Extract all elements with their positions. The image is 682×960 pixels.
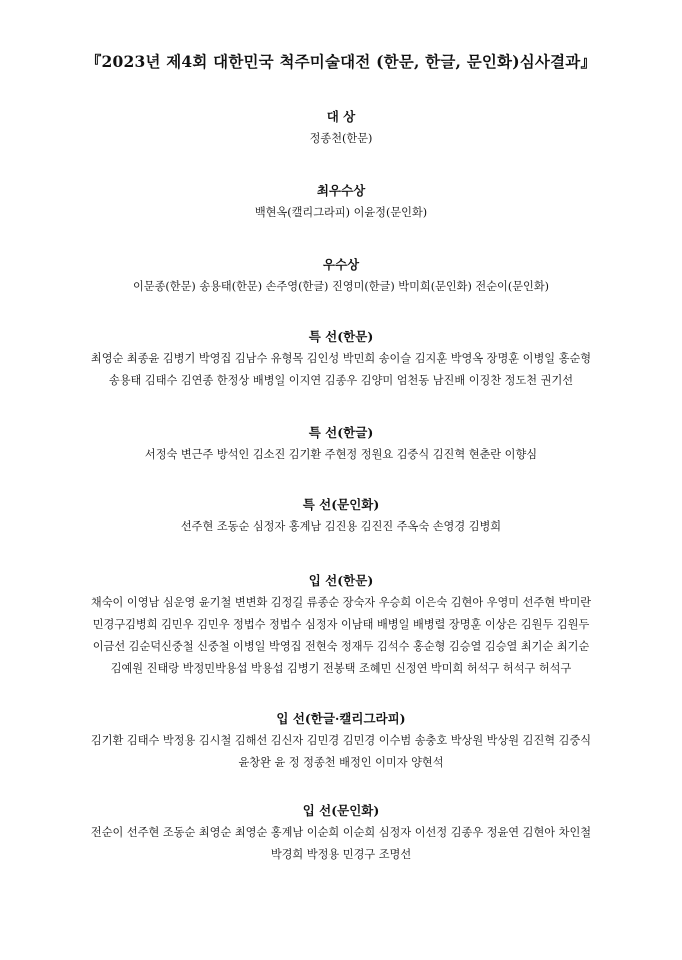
section-title: 특 선(한문) — [308, 329, 374, 344]
winner-line: 민경구김병희 김민우 김민우 정법수 정법수 심정자 이남태 배병일 배병렬 장명훈 이상은 김원두 김원두 — [92, 618, 590, 631]
winner-line: 백현옥(캘리그라피) 이윤정(문인화) — [254, 206, 428, 219]
section-special-munin — [0, 496, 682, 538]
section-excellence — [0, 256, 682, 298]
section-selected-hangeul-calligraphy — [0, 710, 682, 774]
section-body — [0, 276, 682, 298]
section-body — [0, 822, 682, 866]
winner-line: 김기환 김태수 박정용 김시철 김해선 김신자 김민경 김민경 이수범 송충호 박상원 박상원 김진혁 김중식 — [90, 734, 592, 747]
section-special-hanmun — [0, 328, 682, 392]
section-body — [0, 592, 682, 680]
winner-line: 이금선 김순덕신중철 신중철 이병일 박영집 전현숙 정재두 김석수 홍순형 김승열 김승열 최기순 최기순 — [92, 640, 590, 653]
winner-line: 송용태 김태수 김연종 한정상 배병일 이지연 김종우 김양미 엄천동 남진배 이징찬 정도천 권기선 — [108, 374, 574, 387]
section-top-excellence — [0, 182, 682, 224]
winner-line: 박경희 박정용 민경구 조명선 — [270, 848, 412, 861]
winner-line: 전순이 선주현 조동순 최영순 최영순 홍계남 이순희 이순희 심정자 이선정 김종우 정윤연 김현아 차인철 — [90, 826, 592, 839]
winner-line: 채숙이 이영남 심운영 윤기철 변변화 김정길 류종순 장숙자 우승희 이은숙 김현아 우영미 선주현 박미란 — [90, 596, 592, 609]
section-body — [0, 202, 682, 224]
section-special-hangeul — [0, 424, 682, 466]
winner-line: 정종천(한문) — [309, 132, 373, 145]
winner-line: 선주현 조동순 심정자 홍계남 김진용 김진진 주옥숙 손영경 김병희 — [180, 520, 502, 533]
section-title: 특 선(한글) — [308, 425, 374, 440]
section-body — [0, 444, 682, 466]
section-title: 입 선(한글·캘리그라피) — [276, 711, 406, 726]
section-title: 특 선(문인화) — [302, 497, 380, 512]
section-title: 입 선(문인화) — [302, 803, 380, 818]
section-body — [0, 348, 682, 392]
section-title: 입 선(한문) — [308, 573, 374, 588]
winner-line: 서정숙 변근주 방석인 김소진 김기환 주현정 정원요 김중식 김진혁 현춘란 이향심 — [144, 448, 538, 461]
section-title: 대 상 — [326, 109, 356, 124]
winner-line: 최영순 최종윤 김병기 박영집 김남수 유형목 김인성 박민희 송이슬 김지훈 박영옥 장명훈 이병일 홍순형 — [90, 352, 592, 365]
winner-line: 이문종(한문) 송용태(한문) 손주영(한글) 진영미(한글) 박미희(문인화) 전순이(문인화) — [133, 280, 549, 293]
section-body — [0, 730, 682, 774]
document-title: 『2023년 제4회 대한민국 척주미술대전 (한문, 한글, 문인화)심사결과』 — [85, 52, 597, 71]
section-body — [0, 516, 682, 538]
section-body — [0, 128, 682, 150]
section-selected-hanmun — [0, 572, 682, 680]
winner-line: 윤창완 윤 정 정종천 배정인 이미자 양현석 — [238, 756, 444, 769]
winner-line: 김예원 진태랑 박정민박용섭 박용섭 김병기 전봉택 조혜민 신정연 박미희 허석구 허석구 허석구 — [110, 662, 572, 675]
section-selected-munin — [0, 802, 682, 866]
section-title: 우수상 — [322, 257, 360, 272]
section-grand-prize — [0, 108, 682, 150]
section-title: 최우수상 — [316, 183, 366, 198]
